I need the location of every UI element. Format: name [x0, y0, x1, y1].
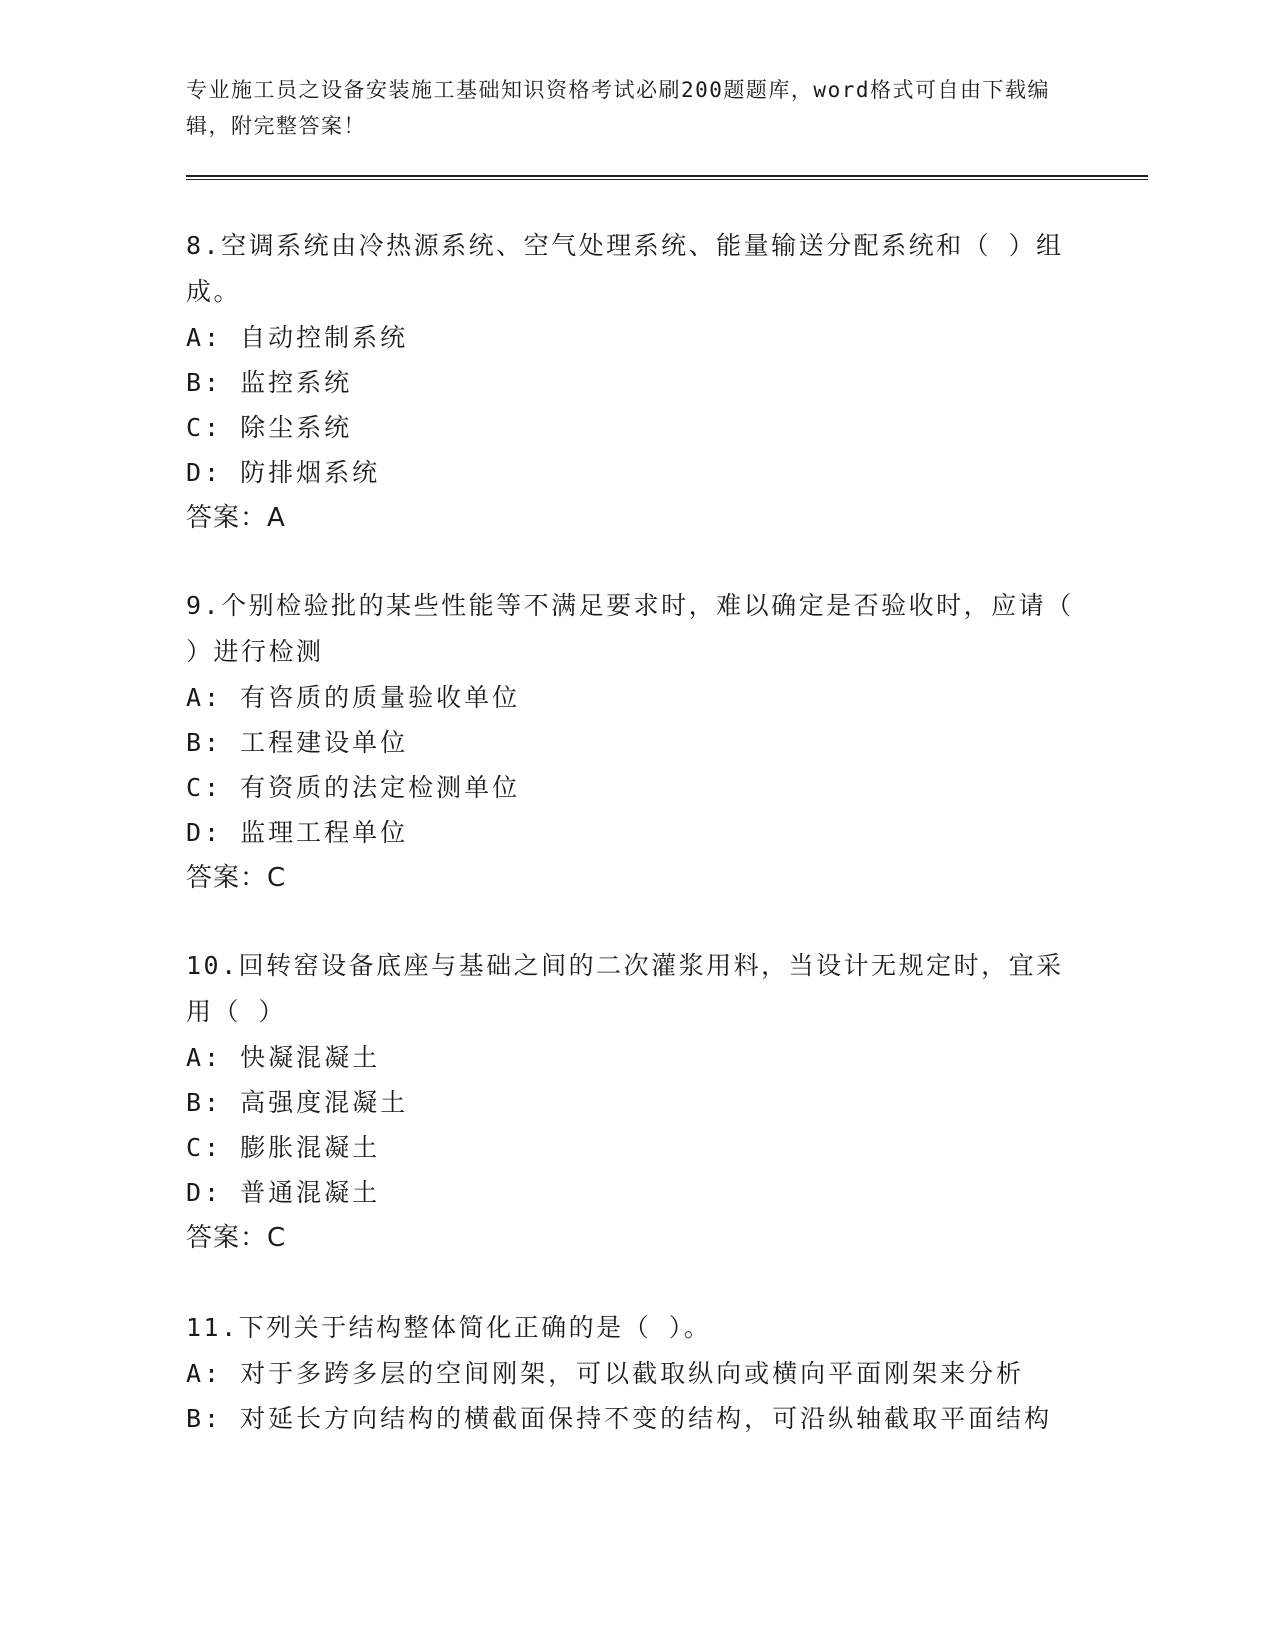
- question-stem: 10.回转窑设备底座与基础之间的二次灌浆用料，当设计无规定时，宜采用（ ）: [186, 951, 1064, 1026]
- option-a: A: 有咨质的质量验收单位: [186, 683, 521, 712]
- option-a: A: 快凝混凝土: [186, 1043, 381, 1072]
- question-stem: 11.下列关于结构整体简化正确的是（ ）。: [186, 1313, 712, 1342]
- option-c: C: 有资质的法定检测单位: [186, 773, 521, 802]
- option-b: B: 对延长方向结构的横截面保持不变的结构，可沿纵轴截取平面结构: [186, 1404, 1053, 1433]
- option-b: B: 工程建设单位: [186, 728, 409, 757]
- question-8: [186, 223, 1086, 541]
- option-d: D: 普通混凝土: [186, 1178, 381, 1207]
- option-b: B: 高强度混凝土: [186, 1088, 409, 1117]
- option-d: D: 监理工程单位: [186, 818, 409, 847]
- option-b: B: 监控系统: [186, 368, 353, 397]
- header-divider: [186, 175, 1148, 180]
- question-stem: 8.空调系统由冷热源系统、空气处理系统、能量输送分配系统和（ ）组成。: [186, 231, 1064, 306]
- question-9: [186, 583, 1086, 901]
- answer-line: 答案：C: [186, 1223, 287, 1253]
- document-header-title: 专业施工员之设备安装施工基础知识资格考试必刷200题题库，word格式可自由下载编辑，附完整答案！: [186, 78, 1050, 138]
- question-11: [186, 1305, 1086, 1441]
- question-10: [186, 943, 1086, 1261]
- answer-line: 答案：A: [186, 503, 286, 533]
- question-stem: 9.个别检验批的某些性能等不满足要求时，难以确定是否验收时，应请（ ）进行检测: [186, 591, 1074, 666]
- answer-line: 答案：C: [186, 863, 287, 893]
- option-a: A: 自动控制系统: [186, 323, 409, 352]
- option-d: D: 防排烟系统: [186, 458, 381, 487]
- option-c: C: 除尘系统: [186, 413, 353, 442]
- option-a: A: 对于多跨多层的空间刚架，可以截取纵向或横向平面刚架来分析: [186, 1359, 1025, 1388]
- option-c: C: 膨胀混凝土: [186, 1133, 381, 1162]
